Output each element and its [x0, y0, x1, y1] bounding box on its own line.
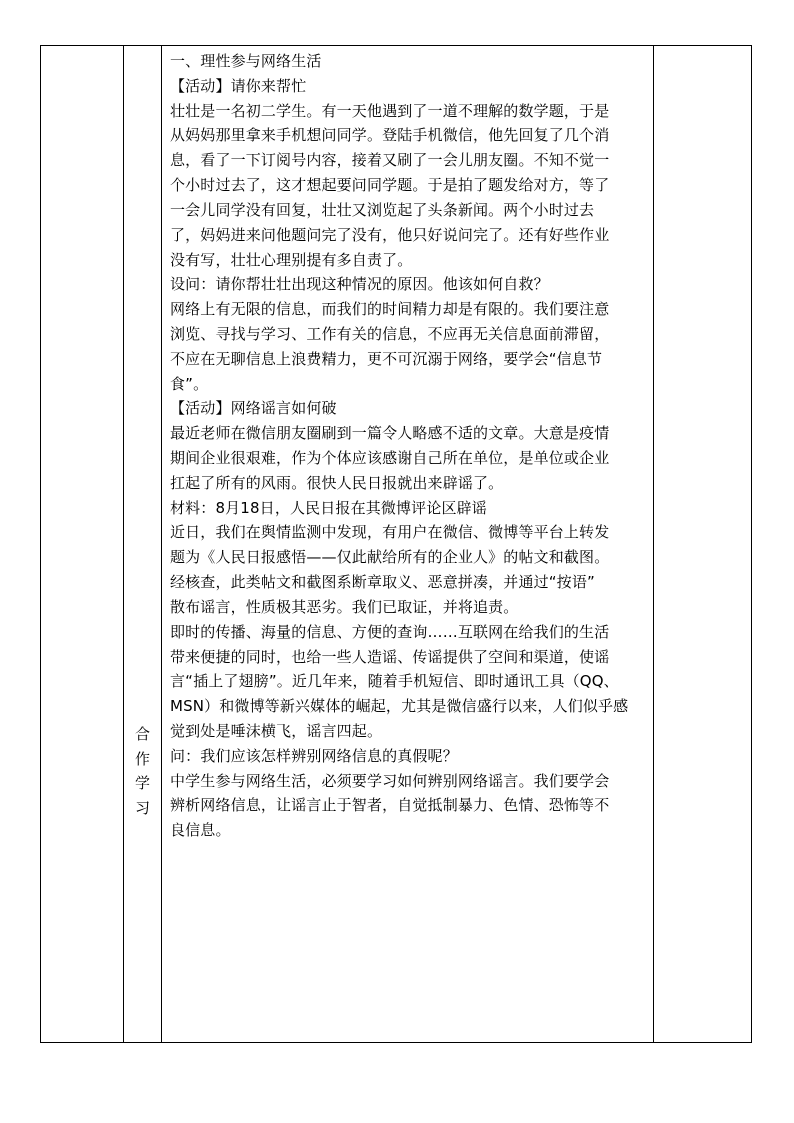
- question-line: 设问：请你帮壮壮出现这种情况的原因。他该如何自救？: [170, 275, 549, 294]
- lesson-content: [170, 49, 648, 843]
- section-heading: 一、理性参与网络生活: [170, 52, 322, 70]
- text-line: 觉到处是唾沫横飞，谣言四起。: [170, 721, 383, 740]
- text-line: 散布谣言，性质极其恶劣。我们已取证，并将追责。: [170, 597, 519, 616]
- text-line: 最近老师在微信朋友圈刷到一篇令人略感不适的文章。大意是疫情: [170, 424, 610, 443]
- text-line: 期间企业很艰难，作为个体应该感谢自己所在单位，是单位或企业: [170, 449, 610, 467]
- activity-heading: 【活动】请你来帮忙: [170, 76, 307, 95]
- text-line: 壮壮是一名初二学生。有一天他遇到了一道不理解的数学题，于是: [170, 101, 610, 120]
- text-line: 辨析网络信息，让谣言止于智者，自觉抵制暴力、色情、恐怖等不: [170, 796, 610, 815]
- text-line: 经核查，此类帖文和截图系断章取义、恶意拼凑，并通过“按语”: [170, 573, 595, 592]
- text-line: 良信息。: [170, 821, 231, 840]
- text-line: 个小时过去了，这才想起要问同学题。于是拍了题发给对方，等了: [170, 176, 610, 195]
- text-line: 息，看了一下订阅号内容，接着又刷了一会儿朋友圈。不知不觉一: [170, 151, 610, 170]
- text-line: 带来便捷的同时，也给一些人造谣、传谣提供了空间和渠道，使谣: [170, 647, 610, 666]
- stage-label: [124, 722, 161, 820]
- text-line: 题为《人民日报感悟——仅此献给所有的企业人》的帖文和截图。: [170, 548, 610, 567]
- material-line: 材料：8月18日，人民日报在其微博评论区辟谣: [170, 498, 487, 517]
- column-divider: [123, 46, 124, 1042]
- stage-label-char: 习: [134, 798, 150, 817]
- text-line: 网络上有无限的信息，而我们的时间精力却是有限的。我们要注意: [170, 300, 610, 319]
- text-line: 中学生参与网络生活，必须要学习如何辨别网络谣言。我们要学会: [170, 771, 610, 790]
- text-line: 扛起了所有的风雨。很快人民日报就出来辟谣了。: [170, 473, 504, 492]
- text-line: 没有写，壮壮心理别提有多自责了。: [170, 250, 413, 269]
- column-divider: [653, 46, 654, 1042]
- question-line: 问：我们应该怎样辨别网络信息的真假呢？: [170, 746, 458, 765]
- column-divider: [161, 46, 162, 1042]
- text-line: 从妈妈那里拿来手机想问同学。登陆手机微信，他先回复了几个消: [170, 126, 610, 145]
- text-line: 即时的传播、海量的信息、方便的查询……互联网在给我们的生活: [170, 622, 610, 641]
- text-line: 食”。: [170, 374, 209, 393]
- stage-label-char: 合: [134, 725, 150, 743]
- text-line: 一会儿同学没有回复，壮壮又浏览起了头条新闻。两个小时过去: [170, 200, 595, 219]
- text-line: 浏览、寻找与学习、工作有关的信息，不应再无关信息面前滞留，: [170, 324, 610, 343]
- text-line: 近日，我们在舆情监测中发现，有用户在微信、微博等平台上转发: [170, 523, 610, 542]
- text-line: 不应在无聊信息上浪费精力，更不可沉溺于网络，要学会“信息节: [170, 349, 603, 368]
- text-line: 言“插上了翅膀”。近几年来，随着手机短信、即时通讯工具（QQ、: [170, 672, 619, 691]
- text-line: 了，妈妈进来问他题问完了没有，他只好说问完了。还有好些作业: [170, 225, 610, 244]
- text-line: MSN）和微博等新兴媒体的崛起，尤其是微信盛行以来，人们似乎感: [170, 697, 629, 716]
- activity-heading: 【活动】网络谣言如何破: [170, 399, 337, 418]
- stage-label-char: 学: [134, 774, 150, 792]
- stage-label-char: 作: [134, 749, 150, 768]
